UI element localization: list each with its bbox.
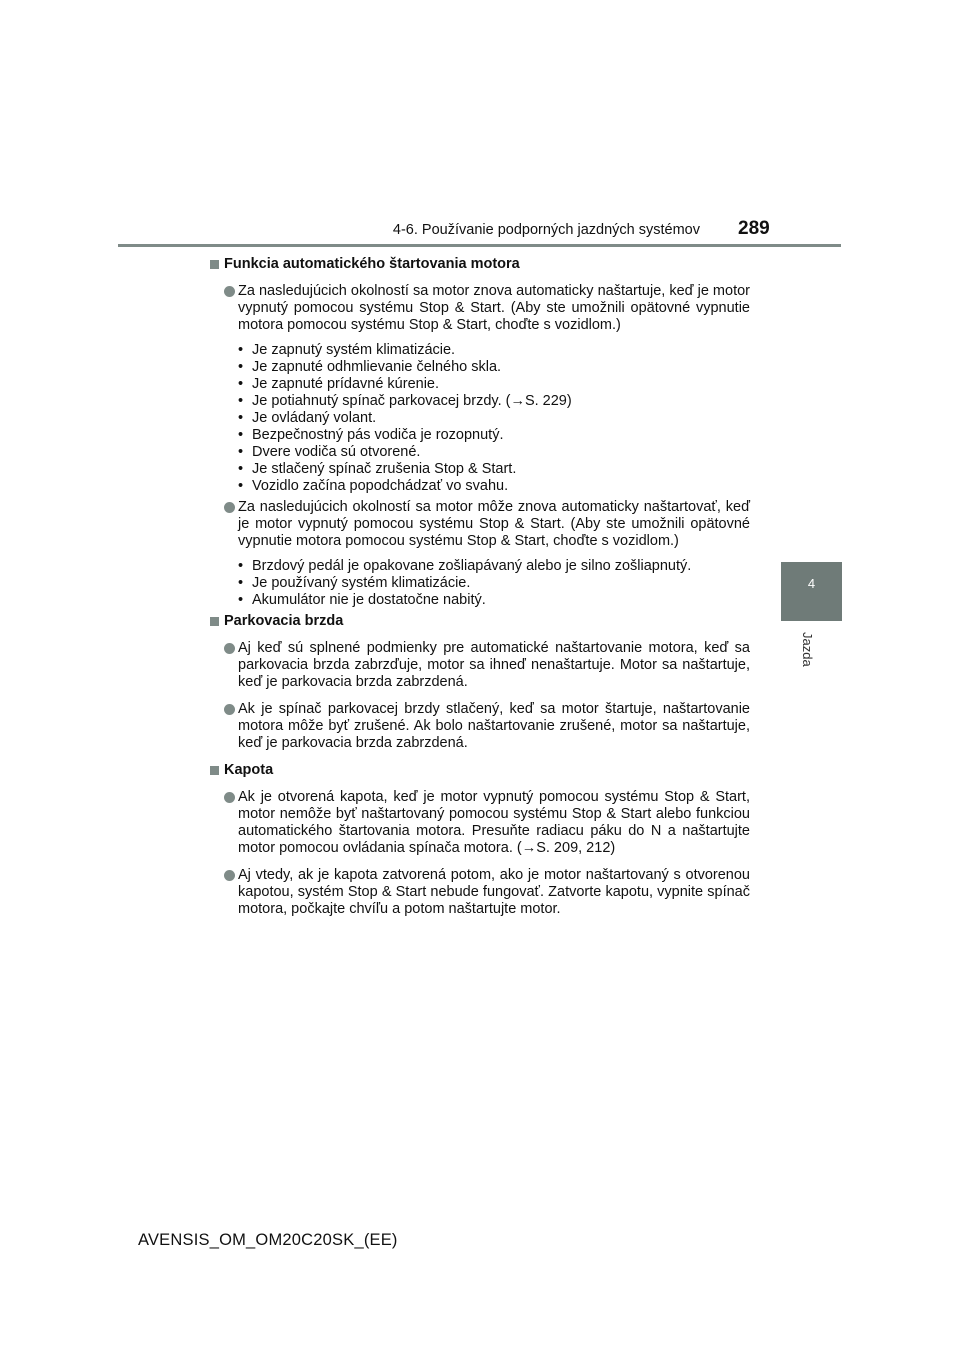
list-item: • Je stlačený spínač zrušenia Stop & Start. <box>238 461 517 477</box>
square-bullet-icon <box>210 766 219 775</box>
circle-bullet-icon <box>224 286 235 297</box>
list-item-text: Je stlačený spínač zrušenia Stop & Start. <box>252 461 517 477</box>
section-title: 4-6. Používanie podporných jazdných systémov <box>392 222 700 238</box>
document-code: AVENSIS_OM_OM20C20SK_(EE) <box>138 1231 398 1249</box>
paragraph <box>210 640 750 691</box>
section-heading <box>210 256 750 273</box>
chapter-number: 4 <box>807 576 816 591</box>
paragraph <box>210 789 750 857</box>
list-item-text: Je používaný systém klimatizácie. <box>252 575 471 591</box>
list-item: • Brzdový pedál je opakovane zošliapávaný alebo je silno zošliapnutý. <box>238 558 692 574</box>
condition-list <box>210 558 750 609</box>
page-number: 289 <box>738 218 770 239</box>
paragraph-text: Za nasledujúcich okolností sa motor znova automaticky naštartuje, keď je motor vypnutý pomocou systému Stop & Start. (Aby ste umožnili opätovné vypnutie motora pomocou systému Stop & Start, choďte s vozidlom.) <box>238 283 750 333</box>
paragraph-text: Aj vtedy, ak je kapota zatvorená potom, ako je motor naštartovaný s otvorenou kapotou, systém Stop & Start nebude fungovať. Zatvorte kapotu, vypnite spínač motora, počkajte chvíľu a potom naštartujte motor. <box>238 867 750 917</box>
circle-bullet-icon <box>224 704 235 715</box>
list-item-text: Akumulátor nie je dostatočne nabitý. <box>252 592 486 608</box>
list-item: • Dvere vodiča sú otvorené. <box>238 444 421 460</box>
circle-bullet-icon <box>224 643 235 654</box>
square-bullet-icon <box>210 260 219 269</box>
chapter-label: Jazda <box>800 632 815 667</box>
list-item-text: Je zapnutý systém klimatizácie. <box>252 342 456 358</box>
paragraph-text: Ak je otvorená kapota, keď je motor vypnutý pomocou systému Stop & Start, motor nemôže byť naštartovaný pomocou systému Stop & Start alebo funkciou automatického štartovania motora. Presuňte radiacu páku do N a naštartujte motor pomocou ovládania spínača motora. (→S. 209, 212) <box>238 789 750 856</box>
list-item: • Akumulátor nie je dostatočne nabitý. <box>238 592 486 608</box>
list-item: • Je zapnutý systém klimatizácie. <box>238 342 456 358</box>
list-item-text: Je zapnuté prídavné kúrenie. <box>252 376 440 392</box>
section-heading <box>210 762 750 779</box>
section-heading-text: Kapota <box>224 762 274 778</box>
paragraph <box>210 283 750 334</box>
paragraph <box>210 867 750 918</box>
circle-bullet-icon <box>224 792 235 803</box>
paragraph-text: Aj keď sú splnené podmienky pre automatické naštartovanie motora, keď sa parkovacia brzda zabrzďuje, motor sa ihneď nenaštartuje. Motor sa naštartuje, keď je parkovacia brzda zabrzdená. <box>238 640 750 690</box>
paragraph-text: Za nasledujúcich okolností sa motor môže znova automaticky naštartovať, keď je motor vypnutý pomocou systému Stop & Start. (Aby ste umožnili opätovné vypnutie motora pomocou systému Stop & Start, choďte s vozidlom.) <box>238 499 750 549</box>
circle-bullet-icon <box>224 870 235 881</box>
circle-bullet-icon <box>224 502 235 513</box>
paragraph-text: Ak je spínač parkovacej brzdy stlačený, keď sa motor štartuje, naštartovanie motora môže byť zrušené. Ak bolo naštartovanie zrušené, motor sa naštartuje, keď je parkovacia brzda zabrzdená. <box>238 701 750 751</box>
list-item: • Vozidlo začína popodchádzať vo svahu. <box>238 478 509 494</box>
section-heading <box>210 613 750 630</box>
list-item: • Je ovládaný volant. <box>238 410 377 426</box>
paragraph <box>210 701 750 752</box>
list-item-text: Vozidlo začína popodchádzať vo svahu. <box>252 478 509 494</box>
list-item-text: Je potiahnutý spínač parkovacej brzdy. (→S. 229) <box>252 393 572 409</box>
list-item: • Bezpečnostný pás vodiča je rozopnutý. <box>238 427 504 443</box>
list-item: • Je potiahnutý spínač parkovacej brzdy. (→S. 229) <box>238 393 572 409</box>
list-item: • Je používaný systém klimatizácie. <box>238 575 471 591</box>
list-item-text: Bezpečnostný pás vodiča je rozopnutý. <box>252 427 504 443</box>
header-divider <box>118 244 841 247</box>
list-item-text: Je ovládaný volant. <box>252 410 377 426</box>
list-item-text: Je zapnuté odhmlievanie čelného skla. <box>252 359 502 375</box>
list-item-text: Brzdový pedál je opakovane zošliapávaný alebo je silno zošliapnutý. <box>252 558 692 574</box>
square-bullet-icon <box>210 617 219 626</box>
section-heading-text: Parkovacia brzda <box>224 613 344 629</box>
section-heading-text: Funkcia automatického štartovania motora <box>224 256 520 272</box>
list-item: • Je zapnuté prídavné kúrenie. <box>238 376 440 392</box>
list-item: • Je zapnuté odhmlievanie čelného skla. <box>238 359 502 375</box>
chapter-tab <box>781 562 842 621</box>
list-item-text: Dvere vodiča sú otvorené. <box>252 444 421 460</box>
condition-list <box>210 342 750 495</box>
paragraph <box>210 499 750 550</box>
main-content <box>210 256 750 928</box>
